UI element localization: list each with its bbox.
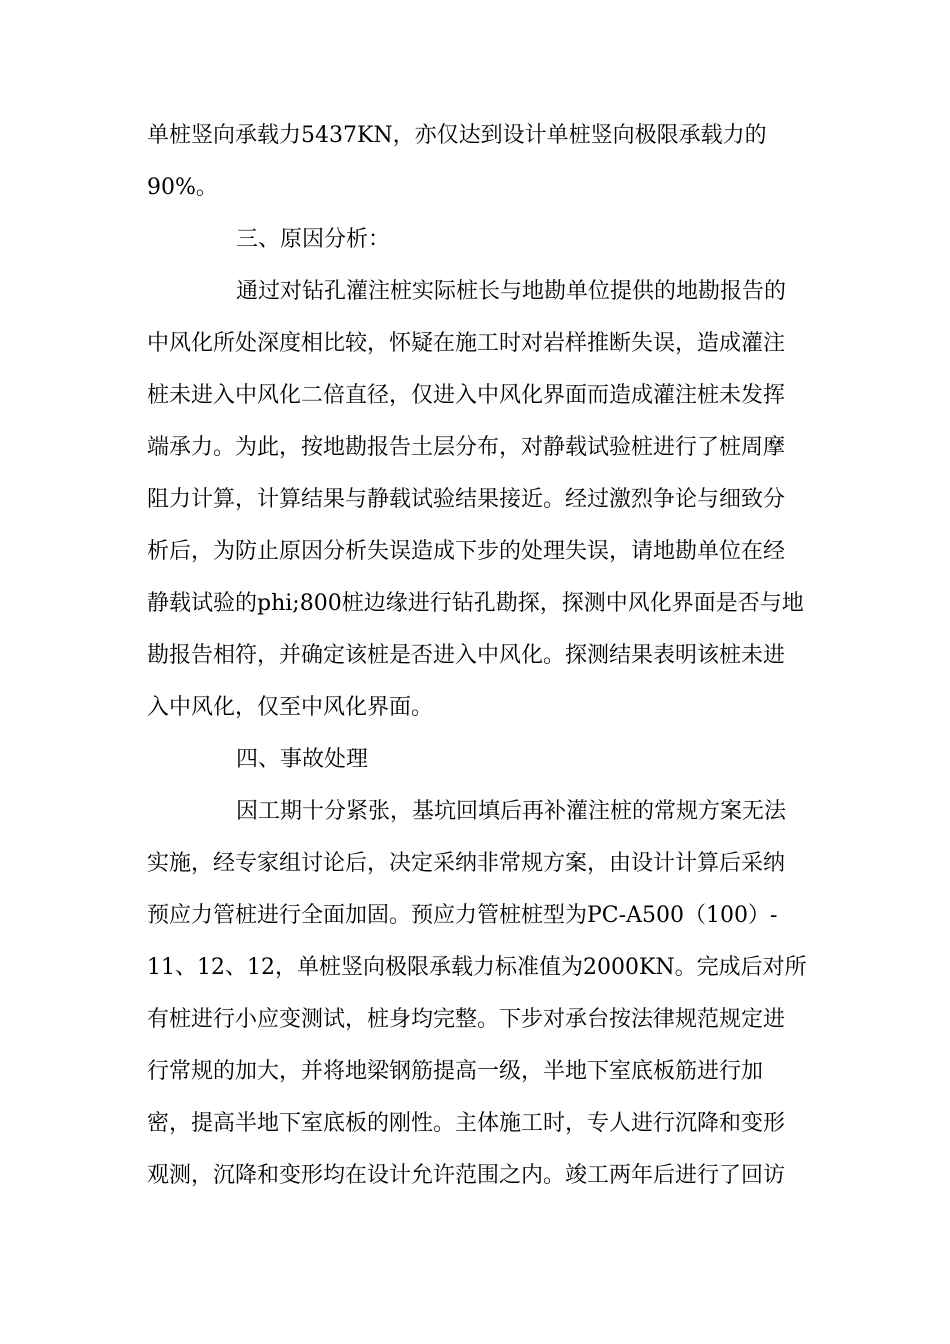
body-text-line: 入中风化，仅至中风化界面。	[147, 695, 434, 720]
body-text-line: 析后，为防止原因分析失误造成下步的处理失误，请地勘单位在经	[147, 539, 786, 564]
body-text-line: 密，提高半地下室底板的刚性。主体施工时，专人进行沉降和变形	[147, 1111, 786, 1136]
section-heading: 三、原因分析：	[236, 227, 391, 252]
body-text-line: 预应力管桩进行全面加固。预应力管桩桩型为PC-A500（100）-	[147, 903, 778, 928]
body-text-line: 有桩进行小应变测试，桩身均完整。下步对承台按法律规范规定进	[147, 1007, 786, 1032]
body-text-line: 实施，经专家组讨论后，决定采纳非常规方案，由设计计算后采纳	[147, 851, 786, 876]
paragraph-first-line: 通过对钻孔灌注桩实际桩长与地勘单位提供的地勘报告的	[236, 279, 787, 304]
body-text-line: 端承力。为此，按地勘报告土层分布，对静载试验桩进行了桩周摩	[147, 435, 786, 460]
body-text-line: 观测，沉降和变形均在设计允许范围之内。竣工两年后进行了回访	[147, 1163, 786, 1188]
body-text-line: 阻力计算，计算结果与静载试验结果接近。经过激烈争论与细致分	[147, 487, 786, 512]
body-text-line: 中风化所处深度相比较，怀疑在施工时对岩样推断失误，造成灌注	[147, 331, 786, 356]
body-text-line: 90%。	[147, 175, 218, 200]
body-text-line: 静载试验的phi;800桩边缘进行钻孔勘探，探测中风化界面是否与地	[147, 591, 804, 616]
body-text-line: 桩未进入中风化二倍直径，仅进入中风化界面而造成灌注桩未发挥	[147, 383, 786, 408]
body-text-line: 11、12、12，单桩竖向极限承载力标准值为2000KN。完成后对所	[147, 955, 807, 980]
paragraph-first-line: 因工期十分紧张，基坑回填后再补灌注桩的常规方案无法	[236, 799, 787, 824]
body-text-line: 行常规的加大，并将地梁钢筋提高一级，半地下室底板筋进行加	[147, 1059, 764, 1084]
body-text-line: 勘报告相符，并确定该桩是否进入中风化。探测结果表明该桩未进	[147, 643, 786, 668]
section-heading: 四、事故处理	[236, 747, 369, 772]
body-text-line: 单桩竖向承载力5437KN，亦仅达到设计单桩竖向极限承载力的	[147, 123, 767, 148]
